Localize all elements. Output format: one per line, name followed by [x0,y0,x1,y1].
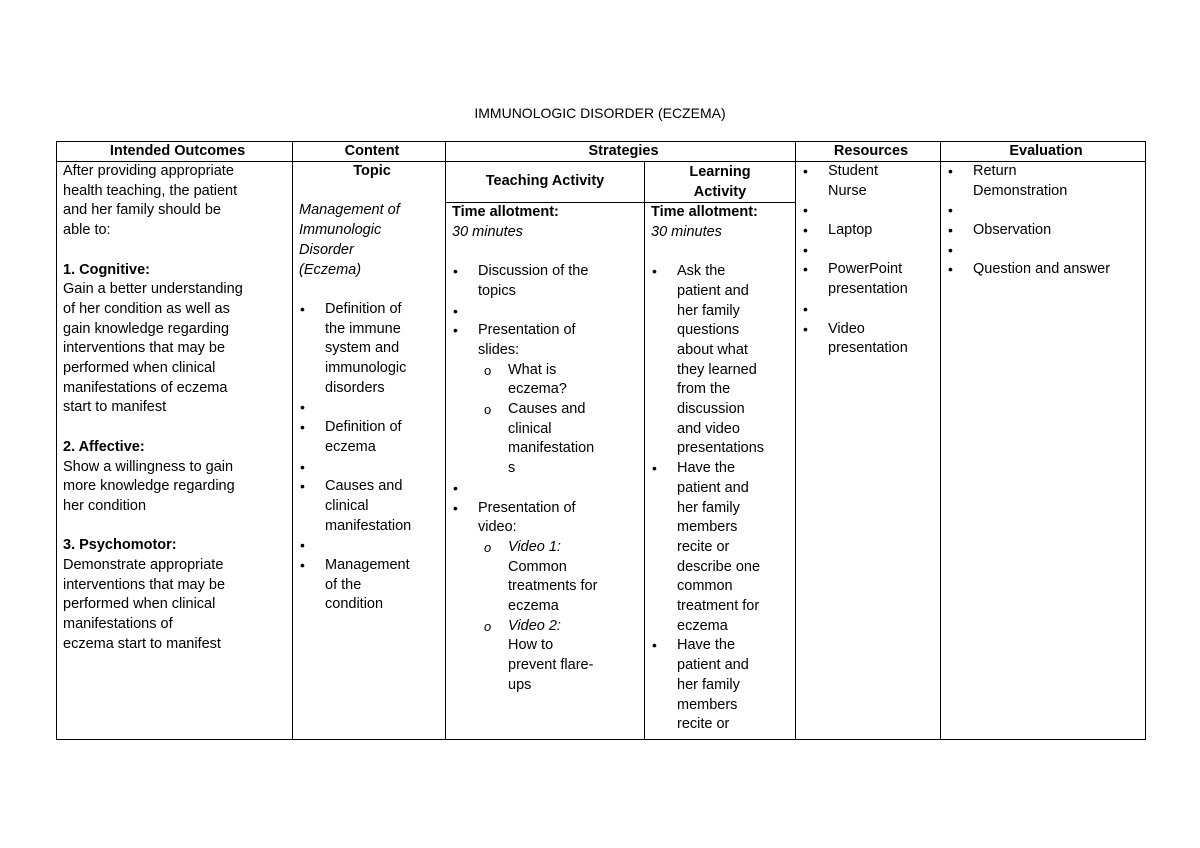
outcomes-intro [63,162,292,241]
content-line: manifestation [325,517,412,534]
learning-item-recite [651,636,795,735]
resource-item [802,221,940,241]
header-learning-activity [645,162,796,203]
header-teaching-activity: Teaching Activity [446,162,645,203]
video-1 [482,538,644,617]
teaching-time-value: 30 minutes [452,223,523,240]
resources-cell [796,162,941,740]
topic-line: Disorder [299,241,354,258]
header-resources: Resources [796,142,941,162]
slides-sublist [452,361,644,479]
evaluation-line: • Return [973,163,1017,179]
resource-line: presentation [828,340,908,357]
content-line: of the [325,576,362,593]
cognitive-line: interventions that may be [63,340,226,357]
cognitive-text [63,280,292,418]
video-1-label: o Video 1: [508,538,561,555]
resource-item [802,260,940,299]
teaching-item-slides [452,321,644,479]
psychomotor-line: performed when clinical [63,596,216,613]
teaching-video-line: • Presentation of [478,499,576,516]
video-2-line: ups [508,676,532,693]
evaluation-item [947,221,1145,241]
teaching-slides-line: • Presentation of [478,322,576,339]
teaching-list [452,262,644,695]
evaluation-item [947,162,1145,201]
learning-ask-line: discussion [677,401,745,418]
content-line: the immune [325,320,401,337]
content-item [299,477,445,536]
learning-header-line-2: Activity [693,184,747,200]
video-2-text [508,636,644,695]
content-line: immunologic [325,360,407,376]
resource-line: • Laptop [828,222,873,239]
video-2 [482,617,644,696]
content-line: clinical [325,497,369,514]
affective-line: Show a willingness to gain [63,458,234,475]
content-line: • Management [325,556,410,573]
cognitive-line: performed when clinical [63,360,216,377]
video-sublist [452,538,644,696]
teaching-video-line: video: [478,519,517,536]
affective-text [63,458,292,517]
slide-2-line: s [508,460,516,477]
outcomes-intro-line: and her family should be [63,202,221,219]
evaluation-line: • Observation [973,222,1052,239]
learning-ask-line: about what [677,341,748,358]
video-1-line: Common [508,558,567,575]
affective-line: more knowledge regarding [63,478,235,495]
affective-line: her condition [63,497,147,514]
teaching-item-video [452,499,644,696]
header-strategies: Strategies [446,142,796,162]
intended-outcomes-cell [57,162,293,740]
teaching-activity-cell [446,203,645,740]
learning-item-describe [651,459,795,636]
resource-line: • Student [828,163,878,179]
psychomotor-title: 3. Psychomotor: [63,537,177,554]
content-item [299,556,445,615]
learning-activity-cell [645,203,796,740]
psychomotor-line: Demonstrate appropriate [63,557,224,574]
slide-causes [482,400,644,479]
evaluation-cell [941,162,1146,740]
topic-label: Topic [353,163,391,179]
content-cell [293,162,446,740]
video-1-line: treatments for [508,578,598,595]
evaluation-line: Demonstration [973,182,1068,199]
video-2-label: o Video 2: [508,617,561,634]
content-line: • Causes and [325,478,403,495]
teaching-discussion-line: • Discussion of the [478,263,589,280]
topic-line: (Eczema) [299,261,362,278]
resource-item [802,320,940,359]
psychomotor-line: manifestations of [63,616,173,633]
content-line: eczema [325,438,376,455]
header-intended-outcomes: Intended Outcomes [57,142,293,162]
content-item [299,300,445,399]
learning-ask-line: questions [677,322,740,339]
header-evaluation: Evaluation [941,142,1146,162]
content-line: • Definition of [325,419,402,436]
resource-line: • PowerPoint [828,261,903,278]
cognitive-line: manifestations of eczema [63,379,228,396]
body-top-row [57,162,1146,203]
slide-1-line: o What is [508,361,557,378]
learning-ask-line: patient and [677,282,749,299]
cognitive-line: Gain a better understanding [63,281,243,298]
slide-2-line: manifestation [508,440,595,457]
learning-describe-line: treatment for [677,598,760,615]
content-line: system and [325,340,400,357]
learning-ask-line: her family [677,302,740,319]
topic-line: Management of [299,202,400,219]
resource-line: Nurse [828,182,867,199]
topic-line: Immunologic [299,222,382,239]
outcomes-intro-line: able to: [63,222,111,239]
cognitive-title: 1. Cognitive: [63,261,151,278]
teaching-slides-line: slides: [478,341,520,358]
learning-header-line-1: Learning [689,164,751,180]
video-2-line: prevent flare- [508,657,594,674]
slide-2-line: clinical [508,420,552,437]
learning-ask-line: and video [677,420,740,437]
psychomotor-line: interventions that may be [63,576,226,593]
learning-ask-line: • Ask the [677,263,726,280]
learning-describe-line: members [677,519,738,536]
cognitive-line: start to manifest [63,399,167,416]
header-content: Content [293,142,446,162]
video-1-text [508,558,644,617]
evaluation-line: • Question and answer [973,261,1111,278]
learning-describe-line: eczema [677,617,728,634]
learning-describe-line: common [677,578,733,595]
resource-line: • Video [828,320,865,337]
content-line: condition [325,596,384,613]
topic-title [299,201,445,280]
learning-recite-line: patient and [677,657,749,674]
video-2-line: How to [508,637,554,654]
learning-item-ask [651,262,795,459]
psychomotor-text [63,556,292,655]
evaluation-item [947,260,1145,280]
outcomes-intro-line: After providing appropriate [63,163,234,179]
learning-describe-line: patient and [677,479,749,496]
page-title: IMMUNOLOGIC DISORDER (ECZEMA) [474,105,726,121]
learning-list [651,262,795,735]
learning-time-label: Time allotment: [651,204,758,220]
learning-time-value: 30 minutes [651,223,722,240]
learning-recite-line: • Have the [677,637,736,654]
teaching-discussion-line: topics [478,282,516,299]
cognitive-line: of her condition as well as [63,300,230,317]
slide-what-is-eczema [482,361,644,400]
learning-ask-line: from the [677,381,731,398]
video-1-line: eczema [508,598,559,615]
resource-item [802,162,940,201]
content-line: • Definition of [325,300,402,317]
resources-list [802,162,940,359]
evaluation-list [947,162,1145,280]
content-list [299,300,445,615]
health-teaching-plan-table [56,141,1146,740]
learning-recite-line: her family [677,676,740,693]
slide-1-line: eczema? [508,381,567,398]
learning-describe-line: recite or [677,538,730,555]
psychomotor-line: eczema start to manifest [63,635,221,652]
learning-ask-line: presentations [677,440,765,457]
affective-title: 2. Affective: [63,438,145,455]
resource-line: presentation [828,281,908,298]
content-line: disorders [325,379,385,396]
learning-describe-line: describe one [677,558,761,575]
outcomes-intro-line: health teaching, the patient [63,182,238,199]
teaching-time-label: Time allotment: [452,204,559,220]
learning-recite-line: members [677,696,738,713]
cognitive-line: gain knowledge regarding [63,320,230,337]
learning-ask-line: they learned [677,361,757,378]
learning-describe-line: • Have the [677,460,736,477]
content-item [299,418,445,457]
learning-recite-line: recite or [677,716,730,733]
learning-describe-line: her family [677,499,740,516]
header-row [57,142,1146,162]
slide-2-line: o Causes and [508,401,586,417]
teaching-item-discussion [452,262,644,301]
